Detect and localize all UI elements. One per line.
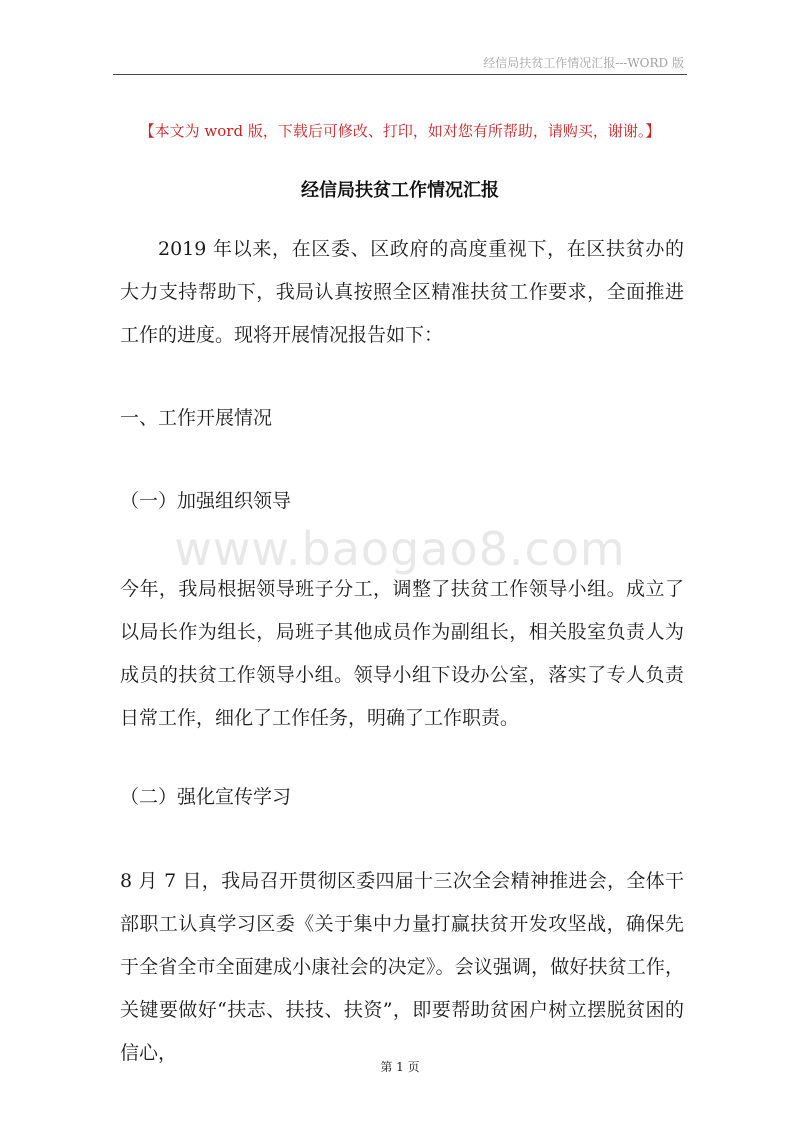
page-number: 第 1 页: [380, 1060, 420, 1074]
leadership-paragraph: 今年，我局根据领导班子分工，调整了扶贫工作领导小组。成立了以局长作为组长，局班子其他成员作为副组长，相关股室负责人为成员的扶贫工作领导小组。领导小组下设办公室，落实了专人负责日常工作，细化了工作任务，明确了工作职责。: [120, 578, 684, 729]
purchase-notice: 【本文为 word 版，下载后可修改、打印，如对您有所帮助，请购买，谢谢。】: [139, 122, 661, 140]
section-heading-work-progress: 一、工作开展情况: [120, 407, 273, 429]
meeting-paragraph: 8 月 7 日，我局召开贯彻区委四届十三次全会精神推进会，全体干部职工认真学习区委《关于集中力量打赢扶贫开发攻坚战，确保先于全省全市全面建成小康社会的决定》。会议强调，做好扶贫工作，关键要做好“扶志、扶技、扶资”，即要帮助贫困户树立摆脱贫困的信心，: [120, 870, 684, 1064]
subsection-heading-publicity: （二）强化宣传学习: [120, 786, 292, 808]
intro-paragraph: 2019 年以来，在区委、区政府的高度重视下，在区扶贫办的大力支持帮助下，我局认真按照全区精准扶贫工作要求，全面推进工作的进度。现将开展情况报告如下：: [120, 238, 684, 346]
document-title: 经信局扶贫工作情况汇报: [301, 180, 499, 201]
header-divider: [113, 74, 687, 75]
watermark: www.baogao8.com: [174, 522, 626, 576]
subsection-heading-leadership: （一）加强组织领导: [120, 490, 292, 512]
page-header-title: 经信局扶贫工作情况汇报---WORD 版: [483, 56, 684, 70]
